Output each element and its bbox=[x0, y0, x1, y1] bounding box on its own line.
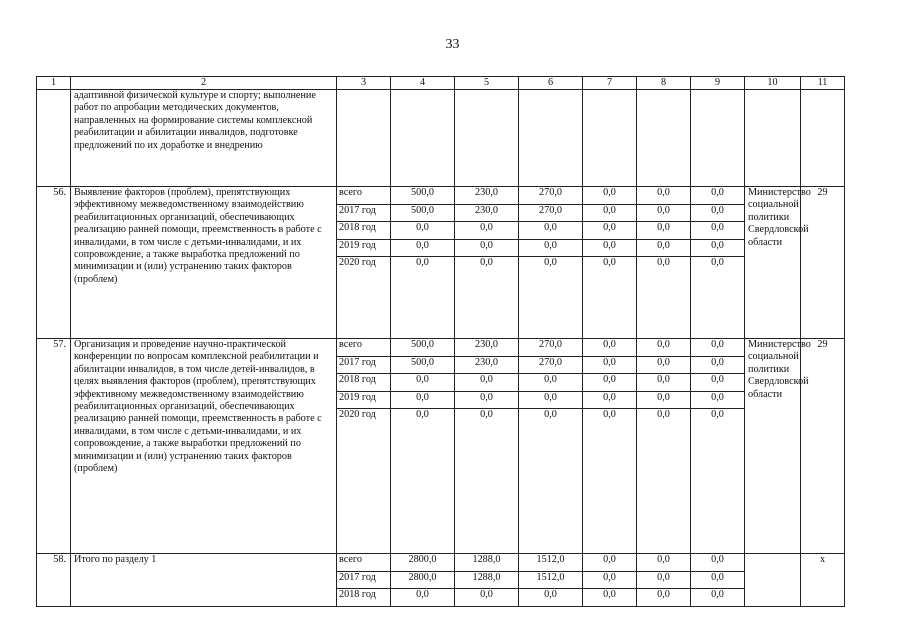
amount-value: 500,0 bbox=[411, 339, 434, 350]
amount-value-cell bbox=[637, 554, 691, 607]
amount-value: 0,0 bbox=[637, 239, 690, 257]
column-header: 1 bbox=[37, 77, 71, 90]
amount-value: 0,0 bbox=[691, 257, 744, 274]
amount-value: 0,0 bbox=[391, 589, 454, 606]
amount-value: 0,0 bbox=[519, 257, 582, 274]
amount-value: 0,0 bbox=[691, 222, 744, 240]
row-number: 58. bbox=[37, 554, 71, 607]
amount-value: 0,0 bbox=[519, 391, 582, 409]
amount-value: 1512,0 bbox=[519, 571, 582, 589]
amount-value: 0,0 bbox=[691, 204, 744, 222]
amount-value-cell bbox=[583, 187, 637, 339]
amount-value: 0,0 bbox=[637, 391, 690, 409]
page-number: 33 bbox=[445, 37, 460, 52]
amount-value: 0,0 bbox=[455, 391, 518, 409]
amount-value-cell bbox=[455, 187, 519, 339]
indicator-number: 29 bbox=[801, 339, 845, 554]
amount-value: 0,0 bbox=[691, 589, 744, 606]
period-label: 2019 год bbox=[337, 239, 390, 257]
indicator-number: 29 bbox=[801, 187, 845, 339]
amount-value: 0,0 bbox=[455, 222, 518, 240]
amount-value: 0,0 bbox=[637, 589, 690, 606]
amount-value: 0,0 bbox=[583, 374, 636, 392]
amount-value-cell bbox=[455, 554, 519, 607]
amount-value-cell bbox=[455, 339, 519, 554]
amount-value: 0,0 bbox=[455, 257, 518, 274]
amount-value: 0,0 bbox=[583, 239, 636, 257]
amount-value: 500,0 bbox=[391, 356, 454, 374]
amount-value: 230,0 bbox=[455, 204, 518, 222]
column-number-row bbox=[37, 77, 845, 90]
amount-value: 0,0 bbox=[391, 257, 454, 274]
amount-value: 0,0 bbox=[583, 356, 636, 374]
amount-value: 0,0 bbox=[637, 204, 690, 222]
row-description: Итого по разделу 1 bbox=[71, 554, 337, 607]
indicator-number: x bbox=[801, 554, 845, 607]
amount-value: 2800,0 bbox=[391, 571, 454, 589]
amount-value-cell bbox=[691, 187, 745, 339]
amount-value: 2800,0 bbox=[408, 554, 437, 565]
amount-value: 0,0 bbox=[583, 204, 636, 222]
column-header: 6 bbox=[519, 77, 583, 90]
executor bbox=[745, 554, 801, 607]
amount-value: 0,0 bbox=[391, 391, 454, 409]
amount-value: 0,0 bbox=[691, 391, 744, 409]
amount-value: 0,0 bbox=[603, 339, 616, 350]
amount-value: 0,0 bbox=[603, 187, 616, 198]
amount-value: 0,0 bbox=[637, 257, 690, 274]
amount-value-cell bbox=[583, 554, 637, 607]
row-number: 56. bbox=[37, 187, 71, 339]
column-header: 5 bbox=[455, 77, 519, 90]
period-label: 2017 год bbox=[337, 204, 390, 222]
amount-value: 0,0 bbox=[637, 409, 690, 426]
amount-value: 0,0 bbox=[691, 239, 744, 257]
amount-value: 1288,0 bbox=[455, 571, 518, 589]
amount-value: 0,0 bbox=[691, 409, 744, 426]
amount-value-cell bbox=[519, 187, 583, 339]
amount-value: 0,0 bbox=[657, 554, 670, 565]
executor: Министерство социальной политики Свердловской области bbox=[745, 339, 801, 554]
executor: Министерство социальной политики Свердловской области bbox=[745, 187, 801, 339]
amount-value: 0,0 bbox=[691, 374, 744, 392]
amount-value: 0,0 bbox=[583, 571, 636, 589]
amount-value: 0,0 bbox=[691, 356, 744, 374]
amount-value: 0,0 bbox=[637, 571, 690, 589]
program-table bbox=[36, 76, 845, 607]
amount-value: 500,0 bbox=[391, 204, 454, 222]
amount-value-cell bbox=[583, 339, 637, 554]
amount-value-cell bbox=[637, 187, 691, 339]
amount-value: 0,0 bbox=[637, 222, 690, 240]
column-header: 3 bbox=[337, 77, 391, 90]
period-label: 2017 год bbox=[337, 571, 390, 589]
amount-value: 0,0 bbox=[519, 589, 582, 606]
amount-value: 0,0 bbox=[519, 222, 582, 240]
amount-value-cell bbox=[691, 339, 745, 554]
column-header: 8 bbox=[637, 77, 691, 90]
amount-value: 0,0 bbox=[519, 239, 582, 257]
amount-value: 270,0 bbox=[539, 187, 562, 198]
amount-value: 0,0 bbox=[711, 339, 724, 350]
amount-value: 500,0 bbox=[411, 187, 434, 198]
continuation-row bbox=[37, 90, 845, 187]
amount-value: 0,0 bbox=[603, 554, 616, 565]
row-description: Выявление факторов (проблем), препятствующих эффективному межведомственному взаимодействию реабилитационных организаций, обеспечивающих реализацию ранней помощи, преемственность в работе с инвалидами, в том числе с детьми-инвалидами, и их сопровождение, а также выработка предложений по минимизации и (или) устранению таких факторов (проблем) bbox=[71, 187, 337, 339]
row-description: Организация и проведение научно-практической конференции по вопросам комплексной реабилитации и абилитации инвалидов, в том числе детей-инвалидов, в целях выявления факторов (проблем), препятствующих эффективному межведомственному взаимодействию реабилитационных организаций, обеспечивающих реализацию ранней помощи, преемственность в работе с инвалидами, в том числе с детьми-инвалидами, и их сопровождение, а также выработки предложений по минимизации и (или) устранению таких факторов (проблем) bbox=[71, 339, 337, 554]
amount-value: 0,0 bbox=[455, 374, 518, 392]
amount-value: 0,0 bbox=[455, 589, 518, 606]
amount-value: 0,0 bbox=[583, 589, 636, 606]
amount-value: 0,0 bbox=[637, 374, 690, 392]
period-label-cell bbox=[337, 554, 391, 607]
amount-value: 0,0 bbox=[583, 409, 636, 426]
period-label: 2019 год bbox=[337, 391, 390, 409]
column-header: 4 bbox=[391, 77, 455, 90]
amount-value: 1288,0 bbox=[472, 554, 501, 565]
column-header: 7 bbox=[583, 77, 637, 90]
amount-value-cell bbox=[519, 339, 583, 554]
amount-value: 230,0 bbox=[475, 187, 498, 198]
row-number: 57. bbox=[37, 339, 71, 554]
amount-value: 0,0 bbox=[657, 339, 670, 350]
period-label: 2020 год bbox=[337, 257, 390, 274]
column-header: 9 bbox=[691, 77, 745, 90]
amount-value: 230,0 bbox=[455, 356, 518, 374]
amount-value: 0,0 bbox=[657, 187, 670, 198]
amount-value: 0,0 bbox=[583, 222, 636, 240]
period-label: 2017 год bbox=[337, 356, 390, 374]
period-label: 2020 год bbox=[337, 409, 390, 426]
amount-value-cell bbox=[691, 554, 745, 607]
continuation-description: адаптивной физической культуре и спорту; выполнение работ по апробации методических документов, направленных на формирование системы комплексной реабилитации и абилитации инвалидов, подготовке предложений по их доработке и внедрению bbox=[71, 90, 337, 187]
period-label-cell bbox=[337, 339, 391, 554]
period-label: 2018 год bbox=[337, 374, 390, 392]
amount-value: 0,0 bbox=[583, 257, 636, 274]
amount-value: 0,0 bbox=[711, 554, 724, 565]
period-label: всего bbox=[339, 339, 362, 350]
table-row bbox=[37, 554, 845, 607]
amount-value-cell bbox=[519, 554, 583, 607]
column-header: 10 bbox=[745, 77, 801, 90]
column-header: 2 bbox=[71, 77, 337, 90]
period-label: всего bbox=[339, 187, 362, 198]
period-label: всего bbox=[339, 554, 362, 565]
table-body bbox=[37, 187, 845, 607]
amount-value-cell bbox=[391, 554, 455, 607]
amount-value: 0,0 bbox=[691, 571, 744, 589]
amount-value: 0,0 bbox=[391, 409, 454, 426]
amount-value: 0,0 bbox=[391, 239, 454, 257]
period-label: 2018 год bbox=[337, 222, 390, 240]
period-label: 2018 год bbox=[337, 589, 390, 606]
amount-value: 270,0 bbox=[519, 204, 582, 222]
amount-value: 0,0 bbox=[519, 409, 582, 426]
amount-value-cell bbox=[637, 339, 691, 554]
amount-value: 0,0 bbox=[711, 187, 724, 198]
amount-value: 0,0 bbox=[519, 374, 582, 392]
amount-value: 0,0 bbox=[637, 356, 690, 374]
amount-value: 0,0 bbox=[455, 239, 518, 257]
column-header: 11 bbox=[801, 77, 845, 90]
amount-value: 0,0 bbox=[391, 222, 454, 240]
amount-value: 1512,0 bbox=[536, 554, 565, 565]
amount-value: 230,0 bbox=[475, 339, 498, 350]
amount-value-cell bbox=[391, 187, 455, 339]
table-row bbox=[37, 187, 845, 339]
amount-value: 270,0 bbox=[519, 356, 582, 374]
amount-value: 0,0 bbox=[455, 409, 518, 426]
table-row bbox=[37, 339, 845, 554]
period-label-cell bbox=[337, 187, 391, 339]
amount-value: 0,0 bbox=[583, 391, 636, 409]
amount-value: 270,0 bbox=[539, 339, 562, 350]
amount-value-cell bbox=[391, 339, 455, 554]
amount-value: 0,0 bbox=[391, 374, 454, 392]
